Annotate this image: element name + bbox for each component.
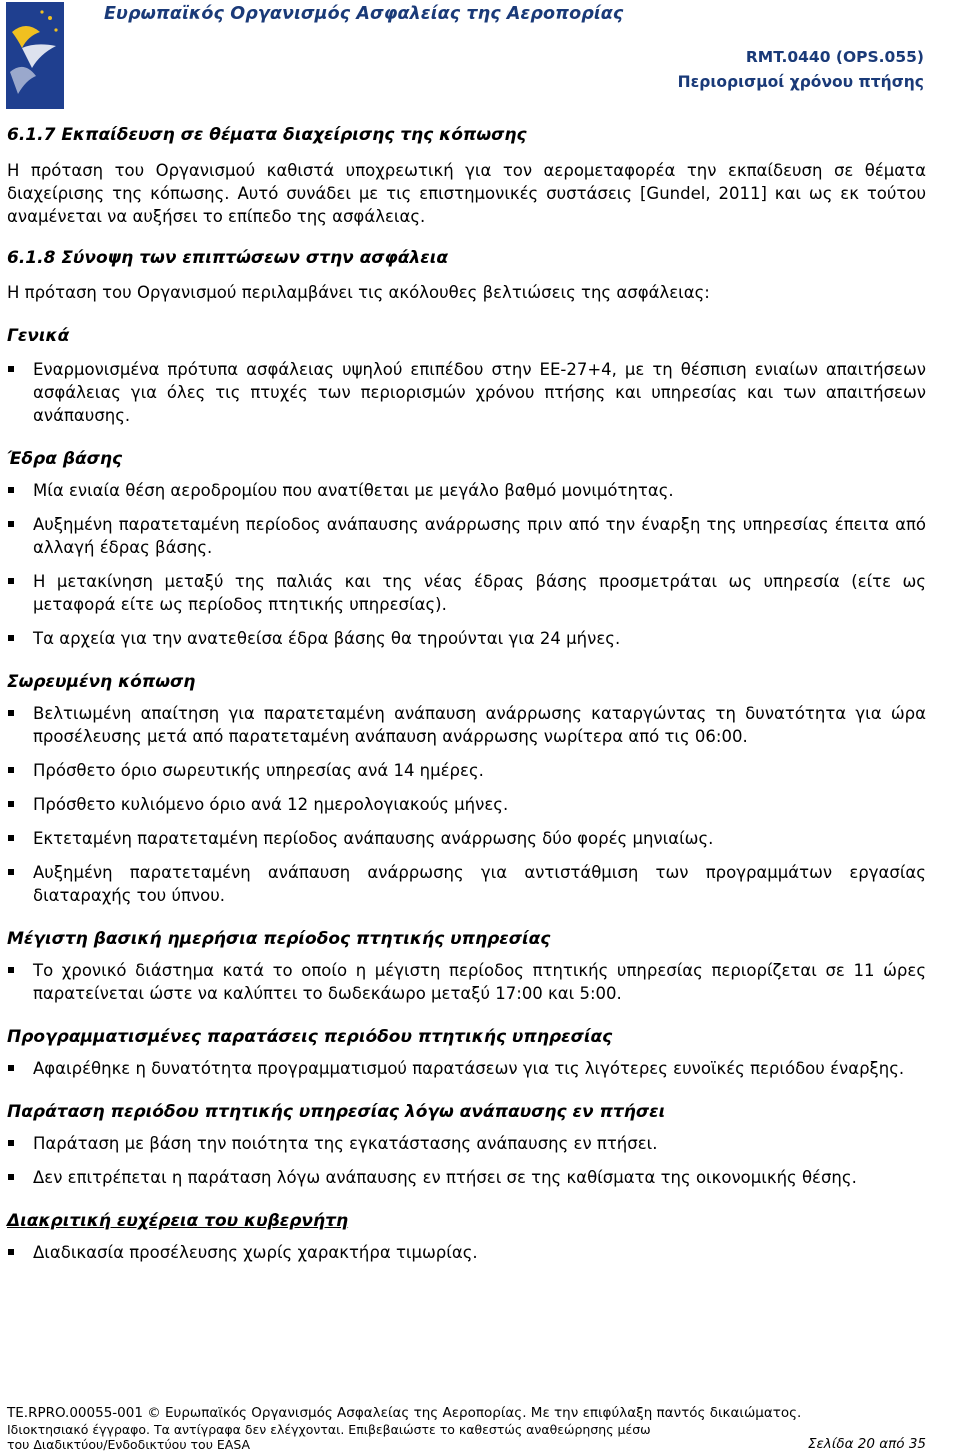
easa-logo bbox=[6, 2, 64, 109]
footer-link-text: του Διαδικτύου/Ενδοδικτύου του EASA bbox=[7, 1437, 251, 1452]
list-item: Αυξημένη παρατεταμένη περίοδος ανάπαυσης ανάρρωσης πριν από την έναρξη της υπηρεσίας έπειτα από αλλαγή έδρας βάσης. bbox=[7, 513, 926, 559]
list-general bbox=[7, 358, 926, 427]
subheading-home-base: Έδρα βάσης bbox=[7, 449, 123, 469]
list-item: Αφαιρέθηκε η δυνατότητα προγραμματισμού παρατάσεων για τις λιγότερες ευνοϊκές περιόδου έναρξης. bbox=[7, 1057, 926, 1080]
list-item: Πρόσθετο κυλιόμενο όριο ανά 12 ημερολογιακούς μήνες. bbox=[7, 793, 926, 816]
page-number: Σελίδα 20 από 35 bbox=[807, 1436, 926, 1452]
list-item: Βελτιωμένη απαίτηση για παρατεταμένη ανάπαυση ανάρρωσης καταργώντας τη δυνατότητα για ώρα προσέλευσης μετά από παρατεταμένη ανάπαυση ανάρρωσης νωρίτερα από τις 06:00. bbox=[7, 702, 926, 748]
list-item: Διαδικασία προσέλευσης χωρίς χαρακτήρα τιμωρίας. bbox=[7, 1241, 926, 1264]
subheading-max-fdp: Μέγιστη βασική ημερήσια περίοδος πτητικής υπηρεσίας bbox=[7, 929, 551, 949]
subheading-general: Γενικά bbox=[7, 326, 70, 346]
subheading-cumulative-fatigue: Σωρευμένη κόπωση bbox=[7, 672, 196, 692]
section-intro: Η πρόταση του Οργανισμού περιλαμβάνει τις ακόλουθες βελτιώσεις της ασφάλειας: bbox=[7, 283, 710, 302]
list-home-base bbox=[7, 479, 926, 650]
document-subtitle: Περιορισμοί χρόνου πτήσης bbox=[677, 73, 924, 91]
list-item: Πρόσθετο όριο σωρευτικής υπηρεσίας ανά 14 ημέρες. bbox=[7, 759, 926, 782]
list-item: Τα αρχεία για την ανατεθείσα έδρα βάσης θα τηρούνται για 24 μήνες. bbox=[7, 627, 926, 650]
list-cumulative-fatigue bbox=[7, 702, 926, 907]
list-item: Το χρονικό διάστημα κατά το οποίο η μέγιστη περίοδος πτητικής υπηρεσίας περιορίζεται σε 11 ώρες παρατείνεται ώστε να καλύπτει το δωδεκάωρο μεταξύ 17:00 και 5:00. bbox=[7, 959, 926, 1005]
subheading-planned-extensions: Προγραμματισμένες παρατάσεις περιόδου πτητικής υπηρεσίας bbox=[7, 1027, 613, 1047]
section-paragraph: Η πρόταση του Οργανισμού καθιστά υποχρεωτική για τον αερομεταφορέα την εκπαίδευση σε θέματα διαχείρισης της κόπωσης. Αυτό συνάδει με τις επιστημονικές συστάσεις [Gundel, 2011] και ως εκ τούτου αναμένεται να αυξήσει το επίπεδο της ασφάλειας. bbox=[7, 161, 926, 226]
subheading-inflight-rest: Παράταση περιόδου πτητικής υπηρεσίας λόγω ανάπαυσης εν πτήσει bbox=[7, 1102, 666, 1122]
list-item: Αυξημένη παρατεταμένη ανάπαυση ανάρρωσης για αντιστάθμιση των προγραμμάτων εργασίας διαταραχής του ύπνου. bbox=[7, 861, 926, 907]
list-max-fdp bbox=[7, 959, 926, 1005]
list-planned-extensions bbox=[7, 1057, 926, 1080]
list-inflight-rest bbox=[7, 1132, 926, 1189]
organisation-title: Ευρωπαϊκός Οργανισμός Ασφαλείας της Αεροπορίας bbox=[104, 4, 624, 24]
subheading-commander-discretion: Διακριτική ευχέρεια του κυβερνήτη bbox=[7, 1211, 349, 1231]
footer-notice: Ιδιοκτησιακό έγγραφο. Τα αντίγραφα δεν ελέγχονται. Επιβεβαιώστε το καθεστώς αναθεώρησης μέσω bbox=[7, 1421, 651, 1437]
list-item: Εκτεταμένη παρατεταμένη περίοδος ανάπαυσης ανάρρωσης δύο φορές μηνιαίως. bbox=[7, 827, 926, 850]
document-body bbox=[7, 123, 926, 1264]
list-item: Παράταση με βάση την ποιότητα της εγκατάστασης ανάπαυσης εν πτήσει. bbox=[7, 1132, 926, 1155]
section-heading-6-1-7: 6.1.7 Εκπαίδευση σε θέματα διαχείρισης της κόπωσης bbox=[7, 125, 527, 145]
document-code: RMT.0440 (OPS.055) bbox=[745, 48, 924, 66]
list-commander-discretion bbox=[7, 1241, 926, 1264]
list-item: Μία ενιαία θέση αεροδρομίου που ανατίθεται με μεγάλο βαθμό μονιμότητας. bbox=[7, 479, 926, 502]
page-footer bbox=[7, 1406, 926, 1453]
footer-copyright: TE.RPRO.00055-001 © Ευρωπαϊκός Οργανισμός Ασφαλείας της Αεροπορίας. Με την επιφύλαξη παντός δικαιώματος. bbox=[7, 1405, 802, 1421]
list-item: Εναρμονισμένα πρότυπα ασφάλειας υψηλού επιπέδου στην ΕΕ-27+4, με τη θέσπιση ενιαίων απαιτήσεων ασφάλειας για όλες τις πτυχές των περιορισμών χρόνου πτήσης και υπηρεσίας και των απαιτήσεων ανάπαυσης. bbox=[7, 358, 926, 427]
section-heading-6-1-8: 6.1.8 Σύνοψη των επιπτώσεων στην ασφάλεια bbox=[7, 248, 449, 268]
list-item: Η μετακίνηση μεταξύ της παλιάς και της νέας έδρας βάσης προσμετράται ως υπηρεσία (είτε ως μεταφορά είτε ως περίοδος πτητικής υπηρεσίας). bbox=[7, 570, 926, 616]
list-item: Δεν επιτρέπεται η παράταση λόγω ανάπαυσης εν πτήσει σε της καθίσματα της οικονομικής θέσης. bbox=[7, 1166, 926, 1189]
